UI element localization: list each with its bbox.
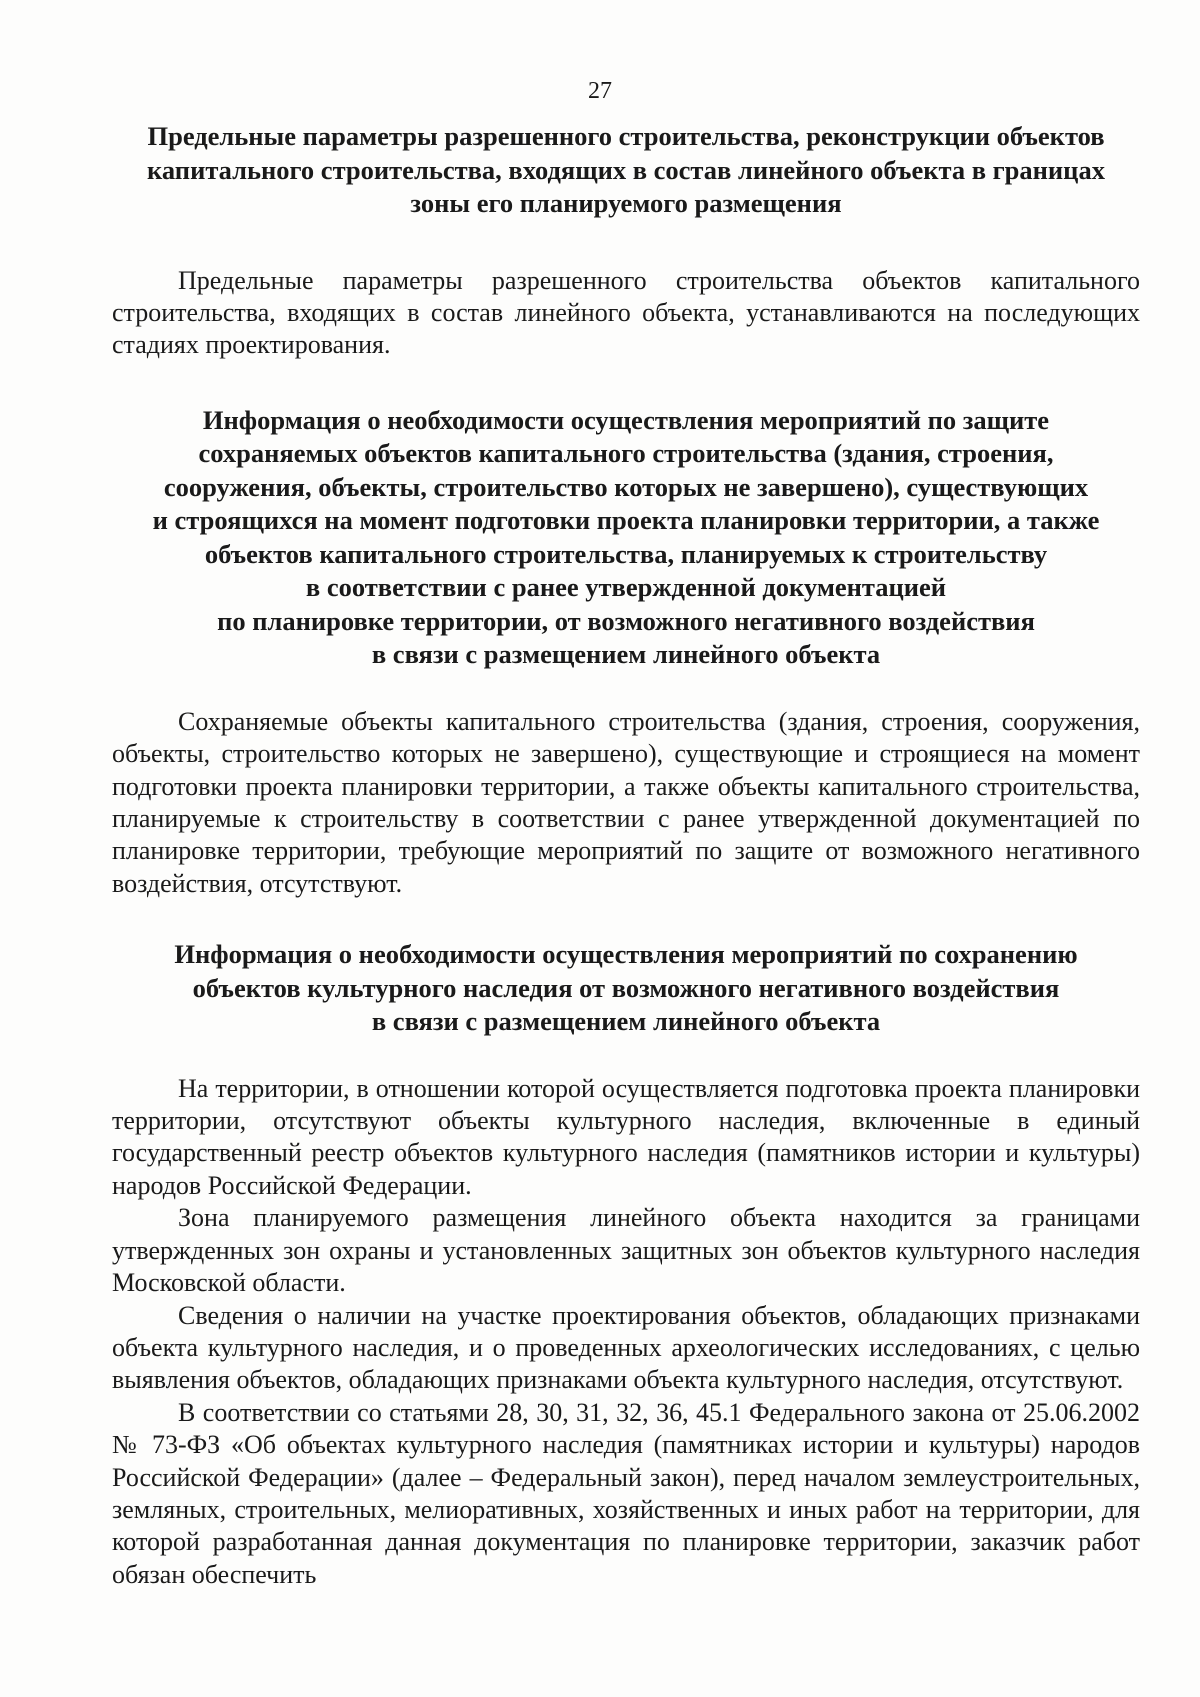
paragraph-heritage-zones: Зона планируемого размещения линейного объекта находится за границами утвержденных зон охраны и установленных защитных зон объектов культурного наследия Московской области. [112, 1203, 1140, 1298]
paragraph-heritage-absent: На территории, в отношении которой осуществляется подготовка проекта планировки территории, отсутствуют объекты культурного наследия, включенные в единый государственный реестр объектов культурного наследия (памятников истории и культуры) народов Российской Федерации. [112, 1073, 1140, 1200]
heading-line: капитального строительства, входящих в состав линейного объекта в границах [147, 154, 1105, 185]
heading-line: в связи с размещением линейного объекта [371, 1006, 881, 1037]
paragraph-protection-measures: Сохраняемые объекты капитального строительства (здания, строения, сооружения, объекты, строительство которых не завершено), существующие и строящиеся на момент подготовки проекта планировки территории, а также объекты капитального строительства, планируемые к строительству в соответствии с ранее утвержденной документацией по планировке территории, требующие мероприятий по защите от возможного негативного воздействия, отсутствуют. [112, 706, 1140, 898]
heading-line: в связи с размещением линейного объекта [371, 639, 881, 670]
paragraph-heritage-research: Сведения о наличии на участке проектирования объектов, обладающих признаками объекта культурного наследия, и о проведенных археологических исследованиях, с целью выявления объектов, обладающих признаками объекта культурного наследия, отсутствуют. [112, 1300, 1140, 1395]
heading-line: сооружения, объекты, строительство которых не завершено), существующих [163, 471, 1089, 502]
heading-line: в соответствии с ранее утвержденной документацией [305, 572, 947, 603]
page-content [112, 120, 1140, 1591]
heading-line: объектов капитального строительства, планируемых к строительству [204, 538, 1048, 569]
paragraph-federal-law: В соответствии со статьями 28, 30, 31, 32, 36, 45.1 Федерального закона от 25.06.2002 № 73-ФЗ «Об объектах культурного наследия (памятниках истории и культуры) народов Российской Федерации» (далее – Федеральный закон), перед началом землеустроительных, земляных, строительных, мелиоративных, хозяйственных и иных работ на территории, для которой разработанная данная документация по планировке территории, заказчик работ обязан обеспечить [112, 1397, 1140, 1589]
heading-line: объектов культурного наследия от возможного негативного воздействия [192, 972, 1060, 1003]
heading-line: Информация о необходимости осуществления мероприятий по защите [202, 404, 1050, 435]
heading-line: по планировке территории, от возможного негативного воздействия [217, 605, 1035, 636]
heading-line: сохраняемых объектов капитального строительства (здания, строения, [198, 438, 1054, 469]
page-number: 27 [588, 78, 612, 104]
section-heading-building-parameters [112, 120, 1140, 221]
heading-line: зоны его планируемого размещения [410, 188, 842, 218]
paragraph-building-parameters: Предельные параметры разрешенного строительства объектов капитального строительства, входящих в состав линейного объекта, устанавливаются на последующих стадиях проектирования. [112, 265, 1140, 360]
heading-line: Предельные параметры разрешенного строительства, реконструкции объектов [147, 121, 1105, 151]
heading-line: Информация о необходимости осуществления мероприятий по сохранению [174, 939, 1078, 970]
section-heading-cultural-heritage [112, 938, 1140, 1039]
heading-line: и строящихся на момент подготовки проекта планировки территории, а также [152, 505, 1100, 536]
section-heading-protection-measures [112, 404, 1140, 672]
